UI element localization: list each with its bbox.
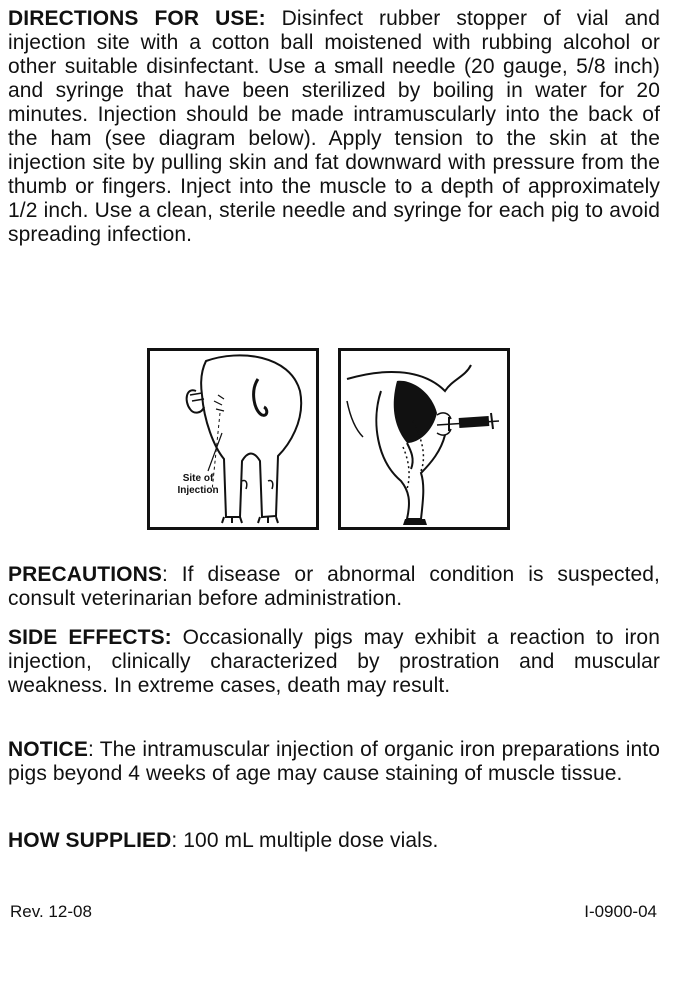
directions-for-use-section xyxy=(8,7,660,247)
pig-side-injection-illustration xyxy=(341,351,507,527)
revision-number: Rev. 12-08 xyxy=(10,902,92,921)
precautions-text: : If disease or abnormal condition is suspected, consult veterinarian before administration. xyxy=(8,563,660,610)
precautions-heading: PRECAUTIONS xyxy=(8,563,162,586)
directions-heading: DIRECTIONS FOR USE: xyxy=(8,7,266,30)
side-effects-section xyxy=(8,626,660,698)
side-effects-heading: SIDE EFFECTS: xyxy=(8,626,172,649)
precautions-section xyxy=(8,563,660,611)
document-code: I-0900-04 xyxy=(584,902,657,921)
how-supplied-text: : 100 mL multiple dose vials. xyxy=(171,829,439,852)
notice-text: : The intramuscular injection of organic iron preparations into pigs beyond 4 weeks of age may cause staining of muscle tissue. xyxy=(8,738,660,785)
notice-heading: NOTICE xyxy=(8,738,88,761)
how-supplied-section xyxy=(8,829,660,853)
side-effects-text: Occasionally pigs may exhibit a reaction to iron injection, clinically characterized by prostration and muscular weakness. In extreme cases, death may result. xyxy=(8,626,660,697)
rear-view-diagram xyxy=(147,348,319,530)
pig-rear-illustration xyxy=(150,351,316,527)
how-supplied-heading: HOW SUPPLIED xyxy=(8,829,172,852)
notice-section xyxy=(8,738,660,786)
site-label-line1: Site of xyxy=(182,473,214,484)
side-view-diagram xyxy=(338,348,510,530)
site-of-injection-label xyxy=(168,473,228,497)
site-label-line2: Injection xyxy=(177,485,219,496)
directions-text: Disinfect rubber stopper of vial and injection site with a cotton ball moistened with rubbing alcohol or other suitable disinfectant. Use a small needle (20 gauge, 5/8 inch) and syringe that have been sterilized by boiling in water for 20 minutes. Injection should be made intramuscularly into the back of the ham (see diagram below). Apply tension to the skin at the injection site by pulling skin and fat downward with pressure from the thumb or fingers. Inject into the muscle to a depth of approximately 1/2 inch. Use a clean, sterile needle and syringe for each pig to avoid spreading infection. xyxy=(8,7,660,246)
